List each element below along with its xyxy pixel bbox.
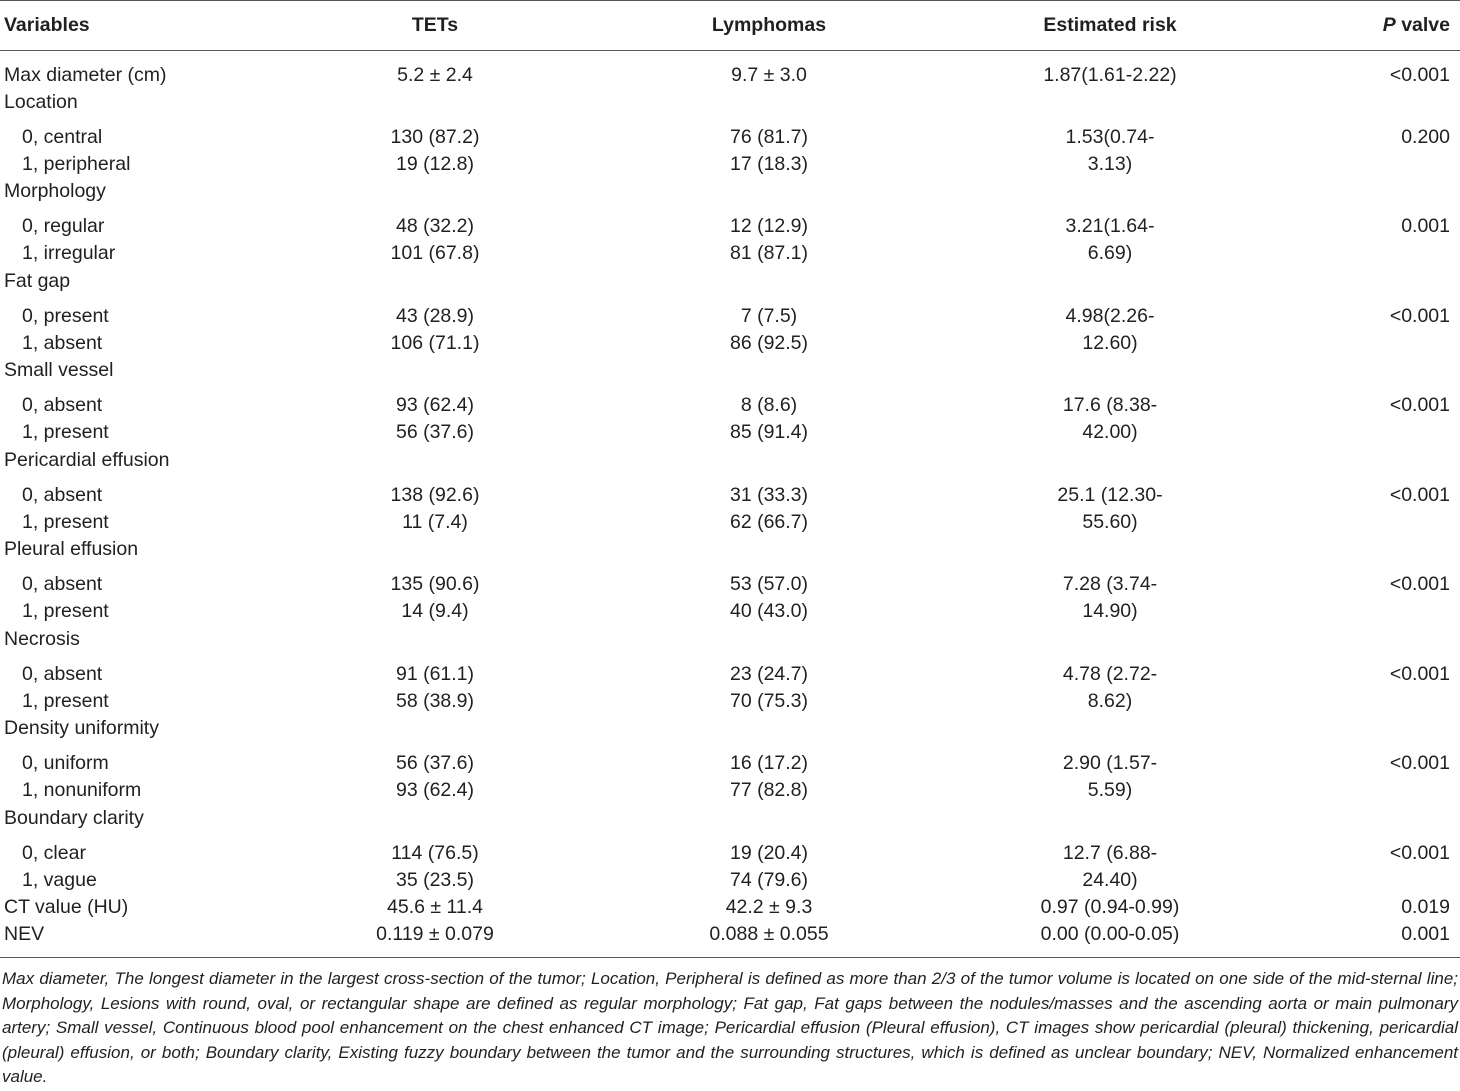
header-p-italic: P [1382,14,1396,36]
header-p-rest: valve [1395,14,1450,36]
cell-lymphomas: 31 (33.3) [729,484,809,506]
header-variables: Variables [4,14,90,36]
row-label: Location [4,91,78,113]
cell-estimated-risk: 7.28 (3.74- [1062,573,1158,595]
cell-estimated-risk: 8.62) [1087,690,1133,712]
row-sublabel: 1, peripheral [22,153,131,175]
cell-p-value: <0.001 [1389,64,1450,86]
cell-tets: 130 (87.2) [390,126,480,148]
row-label: Necrosis [4,628,80,650]
header-rule [0,50,1460,51]
row-label: Pericardial effusion [4,449,170,471]
cell-p-value: <0.001 [1389,752,1450,774]
cell-tets: 58 (38.9) [395,690,475,712]
cell-estimated-risk: 17.6 (8.38- [1062,394,1158,416]
cell-estimated-risk: 55.60) [1082,511,1138,533]
row-sublabel: 0, absent [22,663,103,685]
cell-estimated-risk: 12.60) [1082,332,1138,354]
cell-lymphomas: 70 (75.3) [729,690,809,712]
cell-tets: 106 (71.1) [390,332,480,354]
cell-lymphomas: 19 (20.4) [729,842,809,864]
cell-tets: 45.6 ± 11.4 [387,896,483,918]
cell-lymphomas: 0.088 ± 0.055 [709,923,829,945]
cell-lymphomas: 23 (24.7) [729,663,809,685]
cell-lymphomas: 42.2 ± 9.3 [725,896,813,918]
row-sublabel: 0, uniform [22,752,109,774]
cell-p-value: <0.001 [1389,663,1450,685]
cell-p-value: 0.019 [1401,896,1450,918]
cell-lymphomas: 74 (79.6) [729,869,809,891]
row-label: Density uniformity [4,717,159,739]
cell-p-value: <0.001 [1389,842,1450,864]
row-sublabel: 1, irregular [22,242,116,264]
cell-lymphomas: 86 (92.5) [729,332,809,354]
cell-lymphomas: 53 (57.0) [729,573,809,595]
row-sublabel: 0, central [22,126,103,148]
cell-lymphomas: 76 (81.7) [729,126,809,148]
table-footnote: Max diameter, The longest diameter in the largest cross-section of the tumor; Location, Peripheral is defined as more than 2/3 of the tumor volume is located on one side of the mid-sternal line; Morphology, Lesions with round, oval, or rectangular shape are defined as regular morphology; Fat gap, Fat gaps between the nodules/masses and the ascending aorta or main pulmonary artery; Small vessel, Continuous blood pool enhancement on the chest enhanced CT image; Pericardial effusion (Pleural effusion), CT images show pericardial (pleural) thickening, pericardial (pleural) effusion, or both; Boundary clarity, Existing fuzzy boundary between the tumor and the surrounding structures, which is defined as unclear boundary; NEV, Normalized enhancement value. [2,969,1458,1086]
cell-estimated-risk: 42.00) [1082,421,1138,443]
cell-tets: 114 (76.5) [391,842,479,864]
header-p-value [1383,12,1450,39]
cell-p-value: <0.001 [1389,394,1450,416]
cell-tets: 138 (92.6) [390,484,480,506]
cell-lymphomas: 9.7 ± 3.0 [731,64,807,86]
row-sublabel: 1, nonuniform [22,779,142,801]
cell-tets: 19 (12.8) [395,153,475,175]
row-label: Max diameter (cm) [4,64,167,86]
cell-tets: 56 (37.6) [395,752,475,774]
row-label: CT value (HU) [4,896,129,918]
cell-tets: 14 (9.4) [401,600,469,622]
cell-tets: 0.119 ± 0.079 [376,923,494,945]
row-label: Small vessel [4,359,114,381]
cell-estimated-risk: 1.53(0.74- [1065,126,1155,148]
row-label: Pleural effusion [4,538,139,560]
cell-lymphomas: 85 (91.4) [729,421,809,443]
row-label: Morphology [4,180,106,202]
cell-p-value: <0.001 [1389,305,1450,327]
cell-tets: 5.2 ± 2.4 [397,64,473,86]
cell-lymphomas: 16 (17.2) [729,752,809,774]
cell-estimated-risk: 1.87(1.61-2.22) [1043,64,1177,86]
row-sublabel: 0, clear [22,842,86,864]
cell-estimated-risk: 4.78 (2.72- [1062,663,1158,685]
row-label: Boundary clarity [4,807,144,829]
table-top-rule [0,0,1460,1]
cell-estimated-risk: 24.40) [1082,869,1138,891]
cell-estimated-risk: 12.7 (6.88- [1062,842,1158,864]
cell-lymphomas: 17 (18.3) [729,153,809,175]
cell-lymphomas: 8 (8.6) [740,394,798,416]
cell-tets: 101 (67.8) [390,242,480,264]
cell-estimated-risk: 3.13) [1087,153,1133,175]
cell-lymphomas: 7 (7.5) [740,305,798,327]
cell-estimated-risk: 5.59) [1087,779,1133,801]
row-sublabel: 1, present [22,421,109,443]
table-bottom-rule [0,957,1460,958]
cell-lymphomas: 81 (87.1) [729,242,809,264]
row-sublabel: 0, absent [22,394,103,416]
cell-lymphomas: 62 (66.7) [729,511,809,533]
row-label: Fat gap [4,270,71,292]
cell-estimated-risk: 0.00 (0.00-0.05) [1040,923,1180,945]
header-estimated-risk: Estimated risk [1043,14,1177,36]
cell-tets: 11 (7.4) [402,511,468,533]
cell-tets: 91 (61.1) [395,663,475,685]
cell-tets: 93 (62.4) [395,394,475,416]
cell-p-value: 0.200 [1401,126,1450,148]
row-label: NEV [4,923,45,945]
row-sublabel: 1, present [22,600,109,622]
cell-p-value: 0.001 [1401,923,1450,945]
row-sublabel: 0, present [22,305,109,327]
header-lymphomas: Lymphomas [711,14,827,36]
cell-p-value: <0.001 [1389,573,1450,595]
row-sublabel: 1, vague [22,869,97,891]
cell-estimated-risk: 25.1 (12.30- [1057,484,1163,506]
row-sublabel: 1, present [22,511,109,533]
cell-p-value: <0.001 [1389,484,1450,506]
header-tets: TETs [411,14,459,36]
cell-tets: 48 (32.2) [395,215,475,237]
cell-lymphomas: 77 (82.8) [729,779,809,801]
row-sublabel: 0, regular [22,215,105,237]
cell-lymphomas: 40 (43.0) [729,600,809,622]
cell-p-value: 0.001 [1401,215,1450,237]
cell-estimated-risk: 6.69) [1087,242,1133,264]
cell-tets: 35 (23.5) [395,869,475,891]
cell-estimated-risk: 3.21(1.64- [1065,215,1155,237]
cell-lymphomas: 12 (12.9) [729,215,809,237]
cell-estimated-risk: 4.98(2.26- [1065,305,1155,327]
cell-tets: 135 (90.6) [390,573,480,595]
row-sublabel: 0, absent [22,484,103,506]
row-sublabel: 0, absent [22,573,103,595]
cell-estimated-risk: 0.97 (0.94-0.99) [1040,896,1180,918]
row-sublabel: 1, present [22,690,109,712]
cell-tets: 93 (62.4) [395,779,475,801]
cell-tets: 56 (37.6) [395,421,475,443]
row-sublabel: 1, absent [22,332,103,354]
cell-tets: 43 (28.9) [395,305,475,327]
cell-estimated-risk: 2.90 (1.57- [1062,752,1158,774]
cell-estimated-risk: 14.90) [1082,600,1138,622]
